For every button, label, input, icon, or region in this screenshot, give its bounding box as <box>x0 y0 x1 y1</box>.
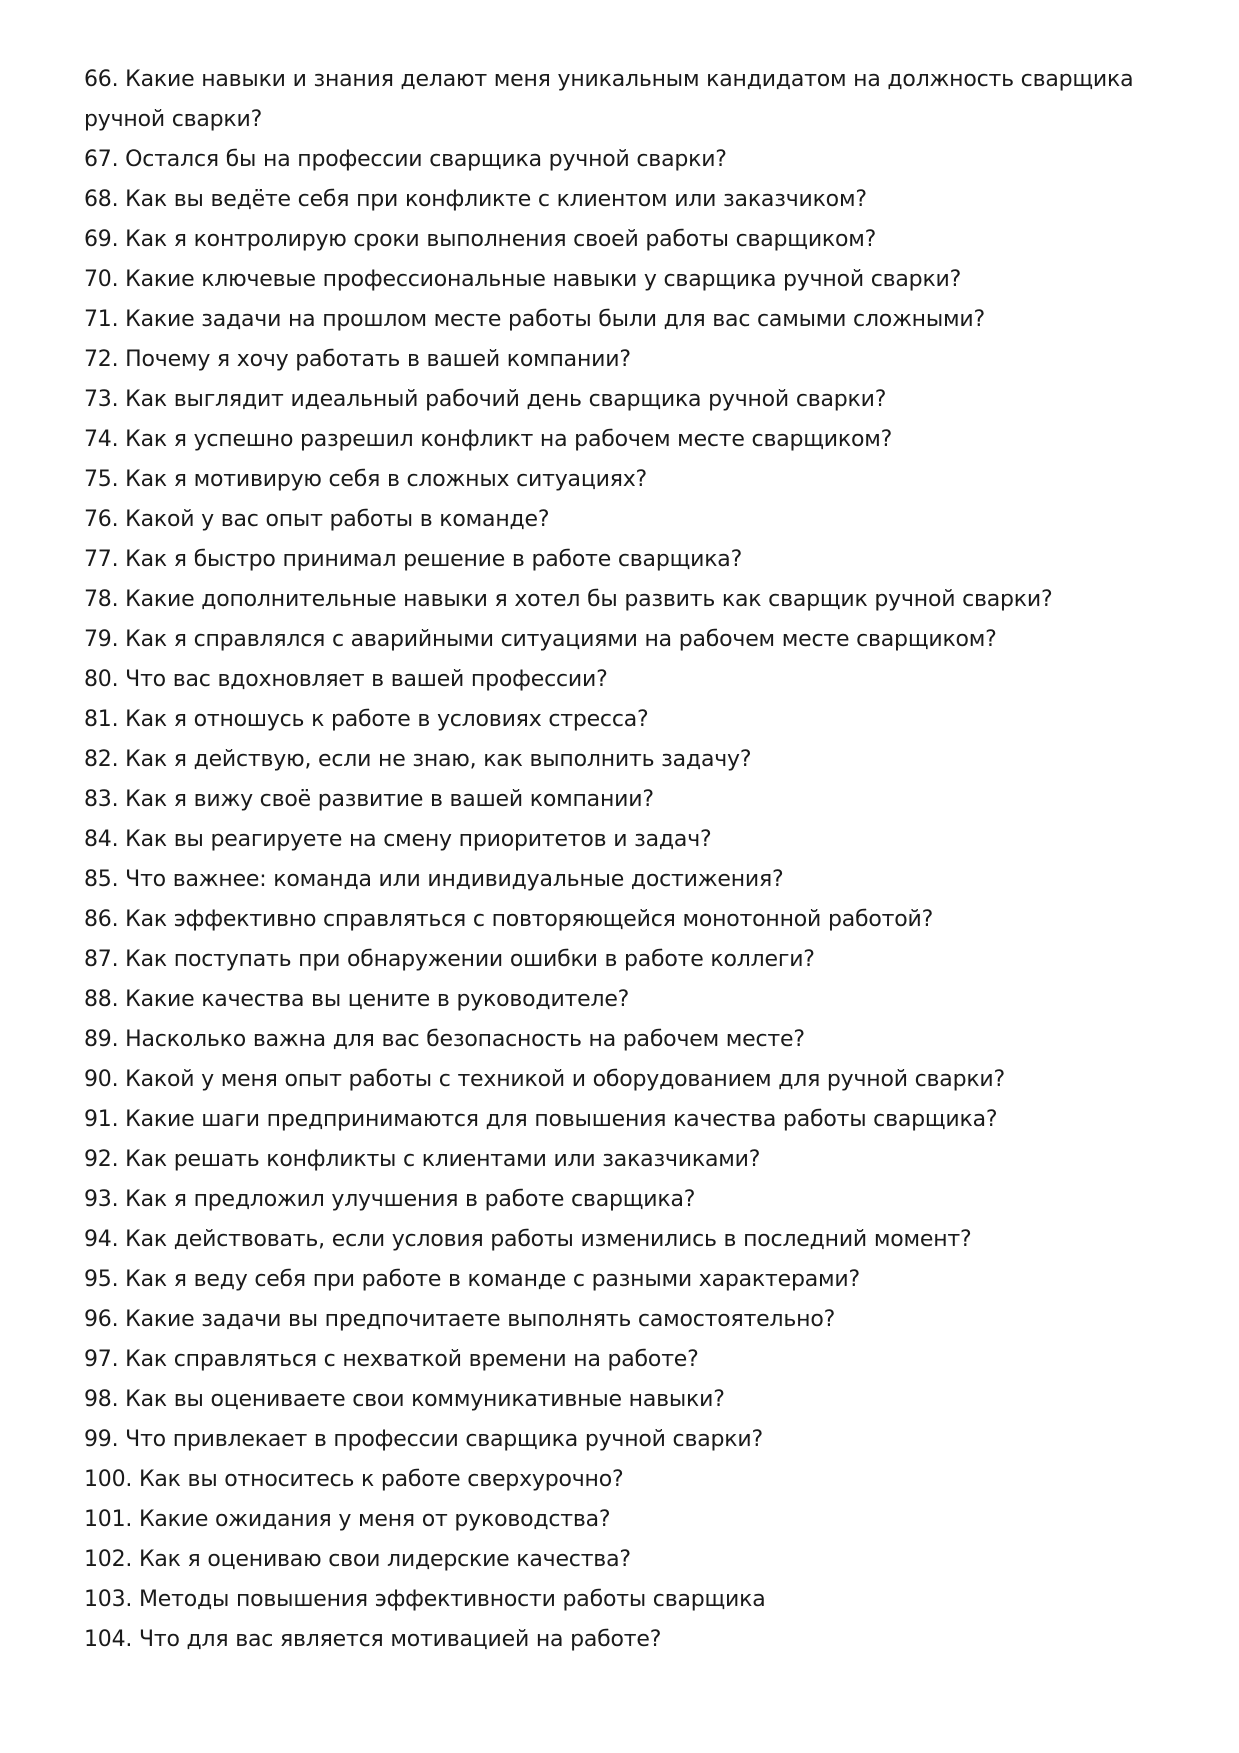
list-item: 93. Как я предложил улучшения в работе сварщика? <box>84 1187 696 1212</box>
list-item: 73. Как выглядит идеальный рабочий день сварщика ручной сварки? <box>84 387 887 412</box>
list-item: 82. Как я действую, если не знаю, как выполнить задачу? <box>84 747 752 772</box>
list-item: 80. Что вас вдохновляет в вашей профессии? <box>84 667 608 692</box>
list-item: 96. Какие задачи вы предпочитаете выполнять самостоятельно? <box>84 1307 836 1332</box>
question-list <box>84 60 1164 1660</box>
list-item: 83. Как я вижу своё развитие в вашей компании? <box>84 787 654 812</box>
list-item: 88. Какие качества вы цените в руководителе? <box>84 987 630 1012</box>
list-item: 72. Почему я хочу работать в вашей компании? <box>84 347 631 372</box>
list-item: 66. Какие навыки и знания делают меня уникальным кандидатом на должность сварщика ручной сварки? <box>84 67 1134 132</box>
list-item: 68. Как вы ведёте себя при конфликте с клиентом или заказчиком? <box>84 187 867 212</box>
list-item: 98. Как вы оцениваете свои коммуникативные навыки? <box>84 1387 725 1412</box>
list-item: 103. Методы повышения эффективности работы сварщика <box>84 1587 766 1612</box>
list-item: 94. Как действовать, если условия работы изменились в последний момент? <box>84 1227 972 1252</box>
list-item: 79. Как я справлялся с аварийными ситуациями на рабочем месте сварщиком? <box>84 627 997 652</box>
list-item: 85. Что важнее: команда или индивидуальные достижения? <box>84 867 784 892</box>
list-item: 76. Какой у вас опыт работы в команде? <box>84 507 550 532</box>
list-item: 67. Остался бы на профессии сварщика ручной сварки? <box>84 147 727 172</box>
list-item: 84. Как вы реагируете на смену приоритетов и задач? <box>84 827 712 852</box>
list-item: 90. Какой у меня опыт работы с техникой и оборудованием для ручной сварки? <box>84 1067 1006 1092</box>
list-item: 101. Какие ожидания у меня от руководства? <box>84 1507 611 1532</box>
list-item: 91. Какие шаги предпринимаются для повышения качества работы сварщика? <box>84 1107 998 1132</box>
list-item: 100. Как вы относитесь к работе сверхурочно? <box>84 1467 624 1492</box>
list-item: 71. Какие задачи на прошлом месте работы были для вас самыми сложными? <box>84 307 986 332</box>
list-item: 69. Как я контролирую сроки выполнения своей работы сварщиком? <box>84 227 877 252</box>
list-item: 78. Какие дополнительные навыки я хотел бы развить как сварщик ручной сварки? <box>84 587 1053 612</box>
list-item: 81. Как я отношусь к работе в условиях стресса? <box>84 707 649 732</box>
list-item: 86. Как эффективно справляться с повторяющейся монотонной работой? <box>84 907 934 932</box>
list-item: 99. Что привлекает в профессии сварщика ручной сварки? <box>84 1427 763 1452</box>
list-item: 102. Как я оцениваю свои лидерские качества? <box>84 1547 631 1572</box>
list-item: 92. Как решать конфликты с клиентами или заказчиками? <box>84 1147 761 1172</box>
list-item: 75. Как я мотивирую себя в сложных ситуациях? <box>84 467 648 492</box>
list-item: 70. Какие ключевые профессиональные навыки у сварщика ручной сварки? <box>84 267 962 292</box>
list-item: 89. Насколько важна для вас безопасность на рабочем месте? <box>84 1027 805 1052</box>
list-item: 95. Как я веду себя при работе в команде с разными характерами? <box>84 1267 860 1292</box>
list-item: 87. Как поступать при обнаружении ошибки в работе коллеги? <box>84 947 815 972</box>
list-item: 77. Как я быстро принимал решение в работе сварщика? <box>84 547 743 572</box>
list-item: 104. Что для вас является мотивацией на работе? <box>84 1627 662 1652</box>
list-item: 74. Как я успешно разрешил конфликт на рабочем месте сварщиком? <box>84 427 893 452</box>
list-item: 97. Как справляться с нехваткой времени на работе? <box>84 1347 699 1372</box>
